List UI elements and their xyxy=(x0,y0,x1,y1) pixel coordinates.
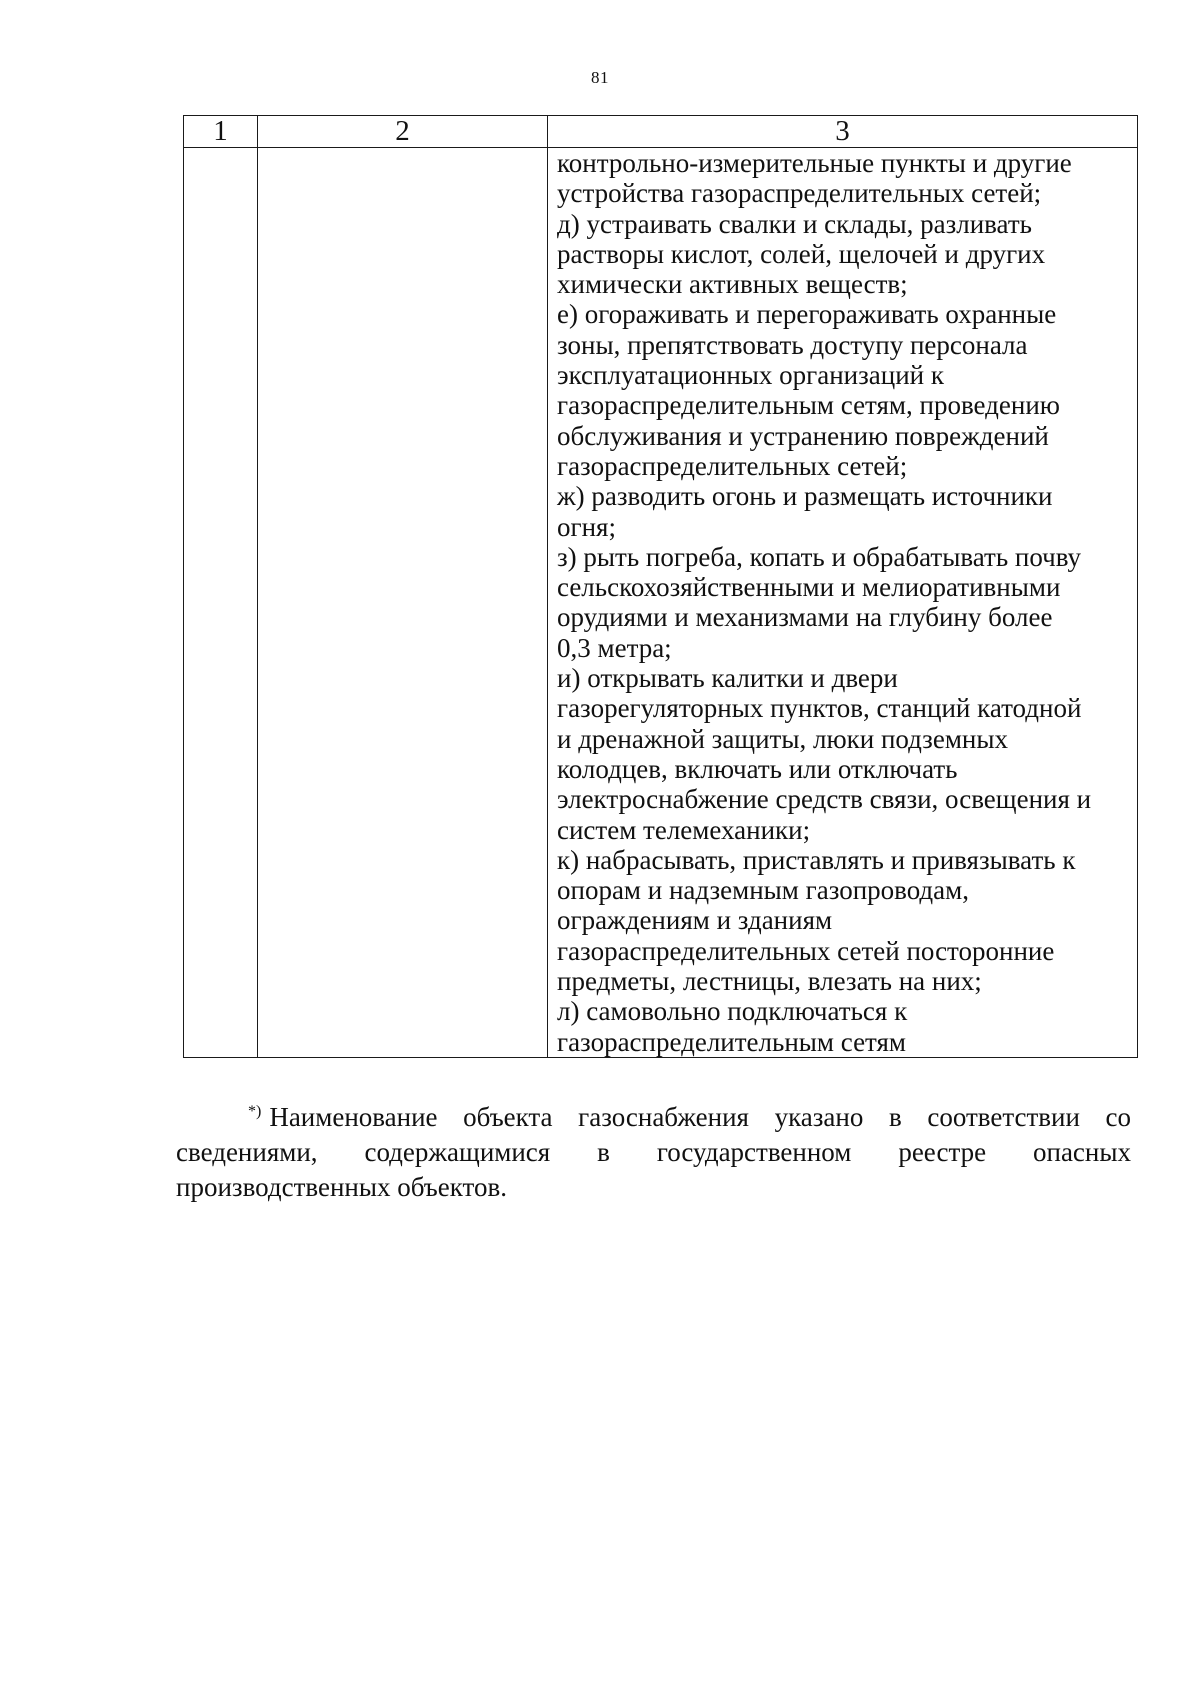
table-header-row xyxy=(184,116,1138,148)
text-line: з) рыть погреба, копать и обрабатывать почву xyxy=(557,541,1082,572)
text-line: эксплуатационных организаций к xyxy=(557,360,944,391)
text-line: сельскохозяйственными и мелиоративными xyxy=(557,572,1061,603)
footnote-line xyxy=(176,1170,1131,1205)
page-number: 81 xyxy=(591,68,609,87)
text-line: колодцев, включать или отключать xyxy=(557,753,958,784)
text-line: электроснабжение средств связи, освещения и xyxy=(557,784,1092,815)
text-line: растворы кислот, солей, щелочей и других xyxy=(557,238,1046,269)
text-line: газораспределительных сетей посторонние xyxy=(557,935,1055,966)
text-line: контрольно-измерительные пункты и другие xyxy=(557,148,1072,178)
text-line: газораспределительных сетей; xyxy=(557,450,908,481)
text-line: опорам и надземным газопроводам, xyxy=(557,875,969,906)
text-line: ограждениям и зданиям xyxy=(557,905,833,936)
footnote-line xyxy=(176,1094,1131,1135)
prohibitions-text xyxy=(548,148,1137,1057)
footnote-text: сведениями, содержащимися в государственном реестре опасных xyxy=(176,1137,1131,1167)
table-cell-col2 xyxy=(258,148,548,1058)
text-line: 0,3 метра; xyxy=(557,632,672,663)
text-line: д) устраивать свалки и склады, разливать xyxy=(557,208,1032,239)
footnote-text: производственных объектов. xyxy=(176,1172,507,1202)
text-line: газорегуляторных пунктов, станций катодной xyxy=(557,693,1082,724)
text-line: предметы, лестницы, влезать на них; xyxy=(557,966,982,997)
column-header-1: 1 xyxy=(184,116,258,148)
text-line: к) набрасывать, приставлять и привязывать к xyxy=(557,844,1076,875)
text-line: л) самовольно подключаться к xyxy=(557,996,908,1027)
footnote-line xyxy=(176,1135,1131,1170)
text-line: орудиями и механизмами на глубину более xyxy=(557,602,1053,633)
table-cell-col1 xyxy=(184,148,258,1058)
text-line: систем телемеханики; xyxy=(557,814,811,845)
text-line: газораспределительным сетям, проведению xyxy=(557,390,1060,421)
text-line: газораспределительным сетям xyxy=(557,1026,906,1057)
text-line: е) огораживать и перегораживать охранные xyxy=(557,299,1057,330)
column-header-2: 2 xyxy=(258,116,548,148)
text-line: ж) разводить огонь и размещать источники xyxy=(557,481,1053,512)
column-header-3: 3 xyxy=(548,116,1138,148)
text-line: обслуживания и устранению повреждений xyxy=(557,420,1049,451)
text-line: и) открывать калитки и двери xyxy=(557,663,898,694)
text-line: устройства газораспределительных сетей; xyxy=(557,178,1042,209)
footnote-text: Наименование объекта газоснабжения указано в соответствии со xyxy=(269,1102,1131,1132)
document-table xyxy=(183,115,1138,1058)
footnote-marker: *) xyxy=(248,1103,262,1120)
text-line: химически активных веществ; xyxy=(557,269,908,300)
table-cell-col3 xyxy=(548,148,1138,1058)
text-line: огня; xyxy=(557,511,616,542)
text-line: и дренажной защиты, люки подземных xyxy=(557,723,1009,754)
table-row xyxy=(184,148,1138,1058)
text-line: зоны, препятствовать доступу персонала xyxy=(557,329,1028,360)
footnote xyxy=(176,1094,1131,1205)
